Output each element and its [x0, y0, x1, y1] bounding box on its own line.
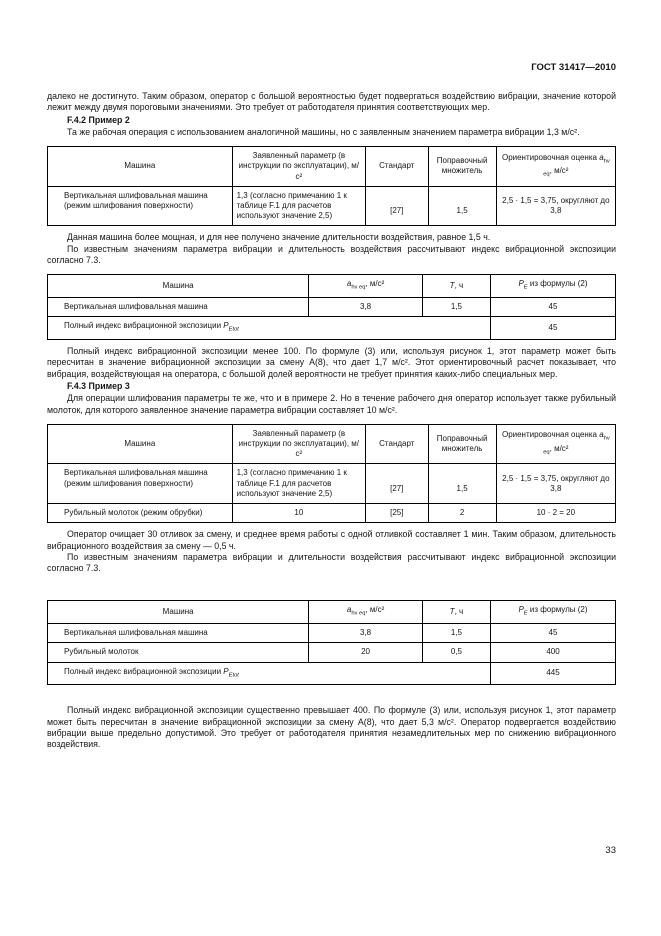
- col-header-duration: [422, 275, 490, 298]
- col-header-machine: Машина: [48, 147, 233, 187]
- a-unit: , м/с²: [365, 279, 385, 289]
- cell-factor: 1,5: [428, 186, 496, 226]
- example3-summary-table: [47, 600, 616, 685]
- p-subscript: E: [523, 284, 528, 291]
- a-unit: , м/с²: [549, 166, 569, 176]
- col-header-estimate: [496, 424, 615, 464]
- total-index-label: Полный индекс вибрационной экспозиции: [64, 666, 224, 676]
- ptot-subscript: Etot: [228, 672, 239, 679]
- cell-p-value: 45: [491, 298, 616, 317]
- table-header-row: [48, 424, 616, 464]
- col-header-declared-param: Заявленный параметр (в инструкции по эксплуатации), м/с²: [232, 424, 365, 464]
- a-subscript: hv eq: [351, 611, 366, 618]
- paragraph-f42-conclusion: Полный индекс вибрационной экспозиции менее 100. По формуле (3) или, используя рисунок 1, этот параметр может быть пересчитан в значение вибрационной экспозиции за смену A(8), что дает 1,7 м/с². Этот ориентировочный расчет показывает, что вибрация, воздействующая на оператора, с большой долей вероятности не требует принятия каких-либо специальных мер.: [47, 346, 616, 379]
- col-header-machine: Машина: [48, 275, 309, 298]
- col-header-standard: Стандарт: [366, 147, 428, 187]
- col-header-declared-param: Заявленный параметр (в инструкции по эксплуатации), м/с²: [232, 147, 365, 187]
- cell-standard: [27]: [366, 464, 428, 504]
- table-row: [48, 624, 616, 643]
- example3-param-table: [47, 424, 616, 523]
- cell-total-value: 45: [491, 317, 616, 340]
- paragraph-f43-conclusion: Полный индекс вибрационной экспозиции существенно превышает 400. По формуле (3) или, используя рисунок 1, этот параметр может быть пересчитан в значение вибрационной экспозиции за смену A(8), что дает 5,3 м/с². Оператор подвергается воздействию вибрации выше предельно допустимой. Это требует от работодателя принятия незамедлительных мер по снижению вибрационного воздействия.: [47, 705, 616, 750]
- a-subscript: hv eq: [543, 158, 610, 179]
- a-subscript: hv eq: [351, 284, 366, 291]
- cell-a-value: 3,8: [309, 624, 423, 643]
- cell-factor: 1,5: [428, 464, 496, 504]
- section-heading-f42: F.4.2 Пример 2: [67, 114, 130, 125]
- paragraph-after-table1-a: Данная машина более мощная, и для нее получено значение длительности воздействия, равное 1,5 ч.: [67, 232, 491, 243]
- pe-formula-label: из формулы (2): [527, 279, 588, 289]
- ptot-subscript: Etot: [228, 326, 239, 333]
- table-row: [48, 464, 616, 504]
- example2-param-table: [47, 146, 616, 226]
- section-heading-f43: F.4.3 Пример 3: [67, 380, 130, 391]
- cell-machine: Вертикальная шлифовальная машина (режим шлифования поверхности): [48, 464, 233, 504]
- cell-machine: Вертикальная шлифовальная машина: [48, 298, 309, 317]
- paragraph-after-table1-b: По известным значениям параметра вибрации и длительность воздействия рассчитывают индекс вибрационной экспозиции согласно 7.3.: [47, 243, 616, 265]
- table-row: [48, 643, 616, 662]
- cell-t-value: 0,5: [422, 643, 490, 662]
- cell-machine: Вертикальная шлифовальная машина: [48, 624, 309, 643]
- estimate-label: Ориентировочная оценка: [501, 430, 600, 440]
- table-row: [48, 186, 616, 226]
- cell-standard: [27]: [366, 186, 428, 226]
- col-header-ahveq: [309, 601, 423, 624]
- t-symbol: T: [449, 607, 455, 617]
- col-header-pe: [491, 601, 616, 624]
- cell-standard: [25]: [366, 504, 428, 523]
- table-header-row: [48, 275, 616, 298]
- cell-total-label: [48, 662, 491, 685]
- a-symbol: a: [346, 605, 352, 615]
- col-header-ahveq: [309, 275, 423, 298]
- t-unit: , ч: [454, 607, 464, 617]
- a-subscript: hv eq: [543, 435, 610, 456]
- col-header-correction-factor: Поправочный множитель: [428, 147, 496, 187]
- table-row: [48, 504, 616, 523]
- cell-total-value: 445: [491, 662, 616, 685]
- p-symbol: P: [223, 666, 229, 676]
- cell-estimate: 2,5 · 1,5 = 3,75, округляют до 3,8: [496, 186, 615, 226]
- col-header-machine: Машина: [48, 601, 309, 624]
- p-subscript: E: [523, 611, 528, 618]
- cell-t-value: 1,5: [422, 624, 490, 643]
- p-symbol: P: [223, 321, 229, 331]
- paragraph-after-table3-a: Оператор очищает 30 отливок за смену, и среднее время работы с одной отливкой составляет 1 мин. Таким образом, длительность вибрационного воздействия за смену — 0,5 ч.: [47, 529, 616, 551]
- col-header-standard: Стандарт: [366, 424, 428, 464]
- page-content: [47, 62, 616, 751]
- cell-declared-param: 1,3 (согласно примечанию 1 к таблице F.1 для расчетов используют значение 2,5): [232, 464, 365, 504]
- col-header-duration: [422, 601, 490, 624]
- cell-p-value: 400: [491, 643, 616, 662]
- col-header-correction-factor: Поправочный множитель: [428, 424, 496, 464]
- a-symbol: a: [599, 430, 604, 440]
- a-symbol: a: [599, 152, 604, 162]
- a-unit: , м/с²: [365, 605, 385, 615]
- cell-a-value: 3,8: [309, 298, 423, 317]
- cell-machine: Рубильный молоток: [48, 643, 309, 662]
- cell-machine: Вертикальная шлифовальная машина (режим шлифования поверхности): [48, 186, 233, 226]
- cell-estimate: 2,5 · 1,5 = 3,75, округляют до 3,8: [496, 464, 615, 504]
- paragraph-continuation: далеко не достигнуто. Таким образом, оператор с большой вероятностью будет подвергаться воздействию вибрации, значение которой лежит между двумя пороговыми значениями. Это требует от работодателя принятия соответствующих мер.: [47, 91, 616, 113]
- cell-a-value: 20: [309, 643, 423, 662]
- a-unit: , м/с²: [549, 444, 569, 454]
- cell-total-label: [48, 317, 491, 340]
- doc-number: ГОСТ 31417—2010: [531, 62, 616, 73]
- t-unit: , ч: [454, 281, 464, 291]
- total-row: [48, 662, 616, 685]
- page-number: 33: [605, 845, 616, 856]
- total-index-label: Полный индекс вибрационной экспозиции: [64, 321, 224, 331]
- paragraph-f43-intro: Для операции шлифования параметры те же, что и в примере 2. Но в течение рабочего дня оператор использует также рубильный молоток, для которого заявленное значение параметра вибрации составляет 10 м/с².: [47, 393, 616, 415]
- example2-summary-table: [47, 274, 616, 340]
- cell-declared-param: 1,3 (согласно примечанию 1 к таблице F.1 для расчетов используют значение 2,5): [232, 186, 365, 226]
- cell-declared-param: 10: [232, 504, 365, 523]
- cell-factor: 2: [428, 504, 496, 523]
- estimate-label: Ориентировочная оценка: [501, 152, 600, 162]
- table-header-row: [48, 601, 616, 624]
- paragraph-f42-intro: Та же рабочая операция с использованием аналогичной машины, но с заявленным значением параметра вибрации 1,3 м/с².: [67, 126, 580, 137]
- paragraph-after-table3-b: По известным значениям параметра вибрации и длительности воздействия рассчитывают индекс вибрационной экспозиции согласно 7.3.: [47, 551, 616, 574]
- cell-machine: Рубильный молоток (режим обрубки): [48, 504, 233, 523]
- col-header-estimate: [496, 147, 615, 187]
- p-symbol: P: [518, 605, 524, 615]
- cell-estimate: 10 · 2 = 20: [496, 504, 615, 523]
- p-symbol: P: [518, 279, 524, 289]
- a-symbol: a: [346, 279, 352, 289]
- col-header-machine: Машина: [48, 424, 233, 464]
- t-symbol: T: [449, 281, 455, 291]
- total-row: [48, 317, 616, 340]
- table-row: [48, 298, 616, 317]
- table-header-row: [48, 147, 616, 187]
- cell-t-value: 1,5: [422, 298, 490, 317]
- col-header-pe: [491, 275, 616, 298]
- pe-formula-label: из формулы (2): [527, 605, 588, 615]
- cell-p-value: 45: [491, 624, 616, 643]
